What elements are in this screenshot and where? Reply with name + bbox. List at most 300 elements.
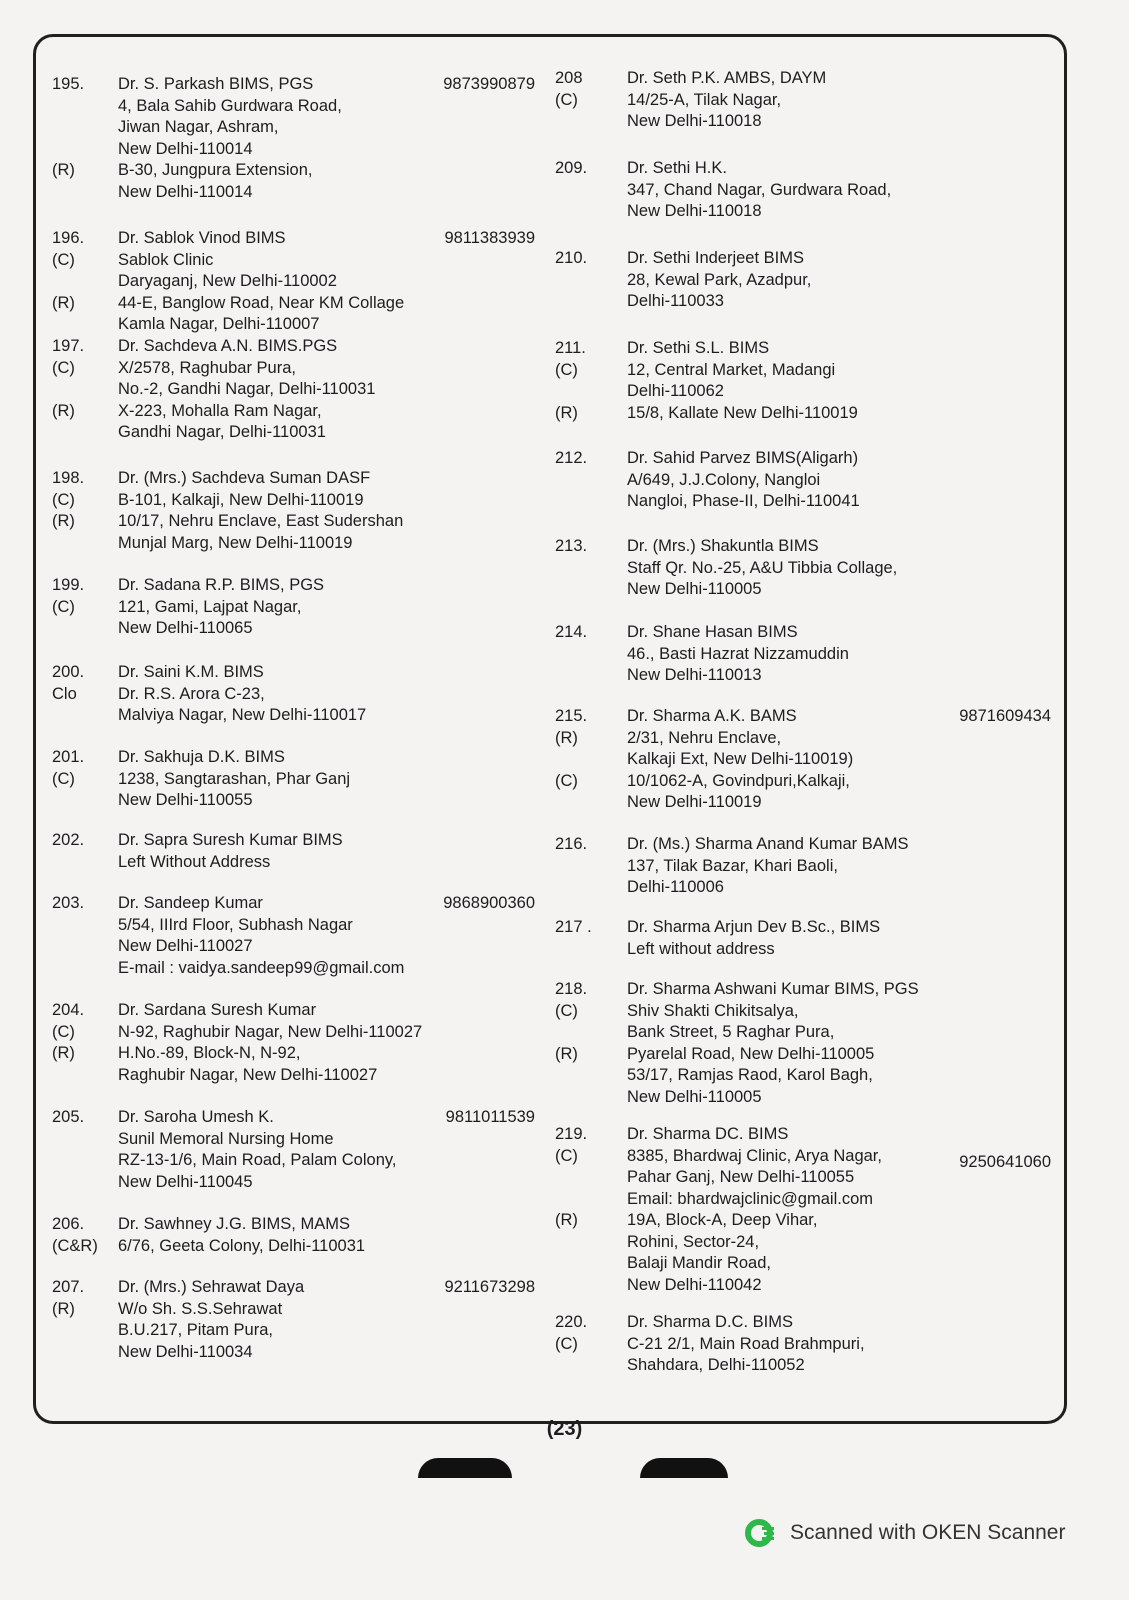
- address-type: [52, 852, 118, 874]
- entry-address-row: [555, 1275, 1075, 1297]
- entry-address-row: [52, 852, 547, 874]
- entry-address-row: [555, 470, 1075, 492]
- entry-address-row: [52, 160, 547, 182]
- entry-number: 198.: [52, 469, 85, 487]
- address-type: [52, 1129, 118, 1151]
- address-type: [52, 139, 118, 161]
- entry-address-row: [52, 1022, 547, 1044]
- directory-entry: [52, 1107, 547, 1193]
- address-type: [555, 1275, 627, 1297]
- directory-entry: [555, 68, 1075, 133]
- address-type: [555, 939, 627, 961]
- address-type: [52, 117, 118, 139]
- address-line: Pyarelal Road, New Delhi-110005: [627, 1044, 875, 1063]
- entry-number: 199.: [52, 576, 85, 594]
- phone-number: 9250641060: [959, 1152, 1051, 1171]
- entry-name-row: [555, 1312, 1075, 1334]
- address-type: [555, 877, 627, 899]
- entry-number: 217 .: [555, 918, 592, 936]
- address-type: (R): [52, 1299, 75, 1318]
- directory-entry: [555, 158, 1075, 223]
- address-line: H.No.-89, Block-N, N-92,: [118, 1044, 301, 1062]
- doctor-name: Dr. Sapra Suresh Kumar BIMS: [118, 831, 343, 849]
- entry-address-row: [52, 1065, 547, 1087]
- address-type: [555, 491, 627, 513]
- address-type: (C): [52, 597, 75, 616]
- entry-name-row: [555, 248, 1075, 270]
- doctor-name: Dr. Sachdeva A.N. BIMS.PGS: [118, 337, 338, 355]
- entry-address-row: [52, 1342, 547, 1364]
- entry-address-row: [555, 728, 1075, 750]
- doctor-name: Dr. (Ms.) Sharma Anand Kumar BAMS: [627, 835, 909, 853]
- directory-entry: [52, 74, 547, 203]
- entry-name-row: [555, 338, 1075, 360]
- entry-number: 202.: [52, 831, 85, 849]
- address-type: (C&R): [52, 1236, 98, 1255]
- address-type: Clo: [52, 684, 77, 703]
- address-type: (R): [555, 403, 578, 422]
- doctor-name: Dr. Sharma A.K. BAMS: [627, 707, 797, 725]
- binding-mark-right: [640, 1458, 728, 1478]
- entry-address-row: [555, 180, 1075, 202]
- directory-entry: [555, 338, 1075, 424]
- directory-entry: [52, 228, 547, 336]
- entry-address-row: [52, 379, 547, 401]
- entry-address-row: [555, 291, 1075, 313]
- entry-address-row: [52, 139, 547, 161]
- entry-address-row: [52, 490, 547, 512]
- address-line: Left without address: [627, 939, 775, 958]
- entry-name-row: [555, 448, 1075, 470]
- entry-address-row: [52, 597, 547, 619]
- entry-address-row: [52, 705, 547, 727]
- entry-number: 200.: [52, 663, 85, 681]
- address-line: B-101, Kalkaji, New Delhi-110019: [118, 490, 364, 509]
- address-line: Kalkaji Ext, New Delhi-110019): [627, 750, 854, 768]
- directory-entry: [555, 622, 1075, 687]
- doctor-name: Dr. Sharma D.C. BIMS: [627, 1313, 793, 1331]
- address-line: Email: bhardwajclinic@gmail.com: [627, 1189, 873, 1208]
- entry-name-row: [555, 1124, 1075, 1146]
- entry-address-row: [52, 511, 547, 533]
- address-type: [52, 1320, 118, 1342]
- address-type: [555, 1253, 627, 1275]
- directory-entry: [555, 834, 1075, 899]
- entry-address-row: [52, 915, 547, 937]
- address-type: [52, 618, 118, 640]
- doctor-name: Dr. Sawhney J.G. BIMS, MAMS: [118, 1215, 350, 1233]
- entry-address-row: [555, 1001, 1075, 1023]
- address-type: (R): [52, 512, 75, 530]
- address-type: [555, 1087, 627, 1109]
- entry-address-row: [555, 360, 1075, 382]
- doctor-name: Dr. Sakhuja D.K. BIMS: [118, 748, 285, 766]
- address-line: New Delhi-110005: [627, 1087, 762, 1106]
- address-line: E-mail : vaidya.sandeep99@gmail.com: [118, 958, 405, 977]
- entry-address-row: [555, 201, 1075, 223]
- address-line: Jiwan Nagar, Ashram,: [118, 118, 279, 136]
- address-type: [52, 379, 118, 401]
- entry-name-row: [555, 917, 1075, 939]
- entry-address-row: [52, 422, 547, 444]
- address-type: [555, 665, 627, 687]
- address-type: [52, 1065, 118, 1087]
- entry-number: 212.: [555, 449, 588, 467]
- address-line: New Delhi-110018: [627, 112, 762, 130]
- entry-name-row: [52, 336, 547, 358]
- address-line: 15/8, Kallate New Delhi-110019: [627, 403, 858, 422]
- scanner-logo-icon: [744, 1516, 778, 1550]
- directory-entry: [52, 1214, 547, 1257]
- entry-address-row: [52, 958, 547, 980]
- address-line: Pahar Ganj, New Delhi-110055: [627, 1168, 855, 1186]
- entry-address-row: [52, 790, 547, 812]
- address-line: C-21 2/1, Main Road Brahmpuri,: [627, 1334, 865, 1353]
- entry-number: 201.: [52, 748, 85, 766]
- entry-address-row: [555, 771, 1075, 793]
- address-line: New Delhi-110005: [627, 580, 762, 598]
- entry-address-row: [555, 749, 1075, 771]
- address-line: 44-E, Banglow Road, Near KM Collage: [118, 293, 405, 312]
- address-type: [52, 271, 118, 293]
- address-line: Delhi-110033: [627, 292, 724, 310]
- entry-address-row: [52, 96, 547, 118]
- address-line: Dr. R.S. Arora C-23,: [118, 684, 265, 703]
- address-line: 6/76, Geeta Colony, Delhi-110031: [118, 1236, 366, 1255]
- entry-address-row: [555, 1065, 1075, 1087]
- address-type: [52, 182, 118, 204]
- address-line: New Delhi-110013: [627, 666, 762, 684]
- address-line: Delhi-110006: [627, 878, 724, 896]
- address-line: Malviya Nagar, New Delhi-110017: [118, 706, 367, 724]
- entry-address-row: [555, 111, 1075, 133]
- address-type: (C): [52, 1022, 75, 1041]
- address-type: [555, 579, 627, 601]
- entry-number: 210.: [555, 249, 588, 267]
- doctor-name: Dr. Sharma Ashwani Kumar BIMS, PGS: [627, 980, 919, 998]
- address-type: [555, 270, 627, 292]
- address-type: [555, 856, 627, 878]
- address-type: (C): [555, 1001, 578, 1020]
- address-line: Shahdara, Delhi-110052: [627, 1356, 805, 1374]
- directory-entry: [52, 747, 547, 812]
- entry-number: 203.: [52, 894, 85, 912]
- address-line: New Delhi-110014: [118, 139, 253, 158]
- address-type: (C): [555, 1334, 578, 1353]
- entry-address-row: [52, 618, 547, 640]
- entry-name-row: [555, 536, 1075, 558]
- entry-address-row: [555, 1189, 1075, 1211]
- address-line: Left Without Address: [118, 852, 271, 871]
- entry-name-row: [555, 979, 1075, 1001]
- phone-number: 9873990879: [443, 75, 535, 93]
- address-type: [52, 314, 118, 336]
- entry-address-row: [52, 1320, 547, 1342]
- address-line: Munjal Marg, New Delhi-110019: [118, 533, 353, 552]
- address-line: Shiv Shakti Chikitsalya,: [627, 1001, 799, 1020]
- address-type: (C): [52, 250, 75, 269]
- entry-address-row: [555, 1044, 1075, 1066]
- entry-number: 206.: [52, 1215, 85, 1233]
- address-line: N-92, Raghubir Nagar, New Delhi-110027: [118, 1022, 423, 1041]
- entry-address-row: [52, 1150, 547, 1172]
- address-line: Rohini, Sector-24,: [627, 1232, 760, 1251]
- entry-address-row: [555, 579, 1075, 601]
- address-type: [52, 936, 118, 958]
- directory-entry: [555, 979, 1075, 1108]
- address-line: 12, Central Market, Madangi: [627, 360, 836, 379]
- address-line: Balaji Mandir Road,: [627, 1254, 771, 1272]
- entry-address-row: [52, 936, 547, 958]
- entry-number: 213.: [555, 537, 588, 555]
- doctor-name: Dr. Sardana Suresh Kumar: [118, 1001, 317, 1019]
- address-type: [555, 381, 627, 403]
- doctor-name: Dr. Sablok Vinod BIMS: [118, 229, 286, 247]
- address-type: [555, 1022, 627, 1044]
- entry-address-row: [555, 665, 1075, 687]
- address-type: (R): [52, 161, 75, 179]
- directory-entry: [555, 1312, 1075, 1377]
- entry-address-row: [555, 558, 1075, 580]
- address-line: 19A, Block-A, Deep Vihar,: [627, 1211, 818, 1229]
- doctor-name: Dr. (Mrs.) Sachdeva Suman DASF: [118, 469, 371, 487]
- address-line: Daryaganj, New Delhi-110002: [118, 272, 337, 290]
- address-line: 10/17, Nehru Enclave, East Sudershan: [118, 512, 404, 530]
- doctor-name: Dr. Saroha Umesh K.: [118, 1108, 274, 1126]
- address-type: [52, 96, 118, 118]
- entry-address-row: [555, 403, 1075, 425]
- phone-number: 9811383939: [444, 229, 535, 247]
- entry-address-row: [52, 293, 547, 315]
- address-line: New Delhi-110042: [627, 1275, 762, 1294]
- entry-name-row: [52, 662, 547, 684]
- address-type: [555, 1189, 627, 1211]
- address-line: 46., Basti Hazrat Nizzamuddin: [627, 644, 849, 663]
- directory-entry: [555, 917, 1075, 960]
- address-line: New Delhi-110045: [118, 1172, 253, 1191]
- doctor-name: Dr. Sharma DC. BIMS: [627, 1125, 789, 1143]
- entry-address-row: [52, 684, 547, 706]
- address-type: [52, 790, 118, 812]
- entry-name-row: [52, 1214, 547, 1236]
- doctor-name: Dr. Sethi Inderjeet BIMS: [627, 249, 804, 267]
- directory-entry: [52, 468, 547, 554]
- entry-number: 218.: [555, 980, 588, 998]
- entry-number: 196.: [52, 229, 85, 247]
- directory-entry: [555, 448, 1075, 513]
- doctor-name: Dr. (Mrs.) Sehrawat Daya: [118, 1278, 305, 1296]
- entry-name-row: [52, 575, 547, 597]
- phone-number: 9868900360: [443, 894, 535, 912]
- doctor-name: Dr. Sadana R.P. BIMS, PGS: [118, 576, 325, 594]
- address-line: 2/31, Nehru Enclave,: [627, 728, 782, 747]
- address-line: W/o Sh. S.S.Sehrawat: [118, 1299, 283, 1318]
- entry-number: 204.: [52, 1001, 85, 1019]
- address-type: (C): [52, 490, 75, 509]
- address-type: (C): [52, 769, 75, 788]
- address-line: 1238, Sangtarashan, Phar Ganj: [118, 769, 351, 788]
- address-line: RZ-13-1/6, Main Road, Palam Colony,: [118, 1151, 397, 1169]
- address-type: (R): [555, 1211, 578, 1229]
- entry-address-row: [555, 1087, 1075, 1109]
- entry-name-row: [555, 68, 1075, 90]
- address-type: [52, 915, 118, 937]
- entry-name-row: [52, 830, 547, 852]
- entry-number: 209.: [555, 159, 588, 177]
- directory-entry: [555, 1124, 1075, 1296]
- address-line: 5/54, IIIrd Floor, Subhash Nagar: [118, 915, 353, 934]
- address-line: New Delhi-110014: [118, 182, 253, 201]
- address-type: (R): [52, 1044, 75, 1062]
- entry-address-row: [555, 856, 1075, 878]
- address-line: 28, Kewal Park, Azadpur,: [627, 270, 812, 289]
- entry-name-row: [52, 468, 547, 490]
- entry-name-row: [555, 834, 1075, 856]
- entry-address-row: [52, 314, 547, 336]
- address-type: [555, 470, 627, 492]
- entry-address-row: [555, 877, 1075, 899]
- entry-number: 197.: [52, 337, 85, 355]
- address-type: (C): [555, 360, 578, 379]
- address-line: No.-2, Gandhi Nagar, Delhi-110031: [118, 380, 376, 398]
- binding-mark-left: [418, 1458, 512, 1478]
- address-type: [52, 533, 118, 555]
- address-line: B-30, Jungpura Extension,: [118, 161, 313, 179]
- address-line: 14/25-A, Tilak Nagar,: [627, 90, 782, 109]
- address-line: 8385, Bhardwaj Clinic, Arya Nagar,: [627, 1146, 882, 1165]
- directory-entry: [555, 706, 1075, 814]
- entry-address-row: [555, 1232, 1075, 1254]
- doctor-name: Dr. Sethi H.K.: [627, 159, 727, 177]
- entry-address-row: [52, 533, 547, 555]
- address-type: (C): [52, 358, 75, 377]
- entry-number: 214.: [555, 623, 588, 641]
- address-type: [555, 111, 627, 133]
- address-type: [52, 958, 118, 980]
- directory-entry: [52, 1277, 547, 1363]
- address-type: [555, 792, 627, 814]
- address-type: [555, 201, 627, 223]
- address-line: New Delhi-110055: [118, 791, 253, 809]
- address-line: New Delhi-110018: [627, 202, 762, 220]
- directory-entry: [555, 536, 1075, 601]
- address-line: Gandhi Nagar, Delhi-110031: [118, 423, 326, 441]
- address-type: [52, 1172, 118, 1194]
- entry-address-row: [555, 939, 1075, 961]
- directory-entry: [555, 248, 1075, 313]
- phone-number: 9811011539: [445, 1108, 535, 1126]
- address-type: [52, 1150, 118, 1172]
- address-line: B.U.217, Pitam Pura,: [118, 1321, 273, 1339]
- entry-address-row: [52, 1043, 547, 1065]
- address-type: [555, 291, 627, 313]
- address-type: [52, 705, 118, 727]
- address-line: 121, Gami, Lajpat Nagar,: [118, 597, 302, 616]
- entry-address-row: [52, 1236, 547, 1258]
- address-type: (R): [555, 1044, 578, 1063]
- entry-address-row: [52, 769, 547, 791]
- entry-number: 207.: [52, 1278, 85, 1296]
- entry-number: 205.: [52, 1108, 85, 1126]
- address-line: X-223, Mohalla Ram Nagar,: [118, 401, 322, 420]
- entry-number: 219.: [555, 1125, 588, 1143]
- entry-number: 215.: [555, 707, 588, 725]
- doctor-name: Dr. Saini K.M. BIMS: [118, 663, 264, 681]
- doctor-name: Dr. Seth P.K. AMBS, DAYM: [627, 69, 827, 87]
- entry-address-row: [555, 381, 1075, 403]
- address-type: [555, 1232, 627, 1254]
- entry-address-row: [52, 271, 547, 293]
- entry-address-row: [52, 358, 547, 380]
- directory-entry: [52, 1000, 547, 1086]
- scanner-text: Scanned with OKEN Scanner: [790, 1521, 1066, 1544]
- entry-address-row: [555, 1210, 1075, 1232]
- entry-address-row: [52, 1172, 547, 1194]
- entry-name-row: [555, 158, 1075, 180]
- address-type: [52, 422, 118, 444]
- doctor-name: Dr. Sahid Parvez BIMS(Aligarh): [627, 449, 859, 467]
- address-type: (C): [555, 90, 578, 109]
- entry-address-row: [555, 1022, 1075, 1044]
- entry-address-row: [555, 90, 1075, 112]
- address-line: 10/1062-A, Govindpuri,Kalkaji,: [627, 771, 850, 790]
- phone-number: 9871609434: [959, 707, 1051, 725]
- directory-entry: [52, 575, 547, 640]
- address-line: Nangloi, Phase-II, Delhi-110041: [627, 492, 860, 510]
- address-type: [555, 644, 627, 666]
- page-number: (23): [546, 1418, 583, 1440]
- directory-entry: [52, 830, 547, 873]
- entry-number: 216.: [555, 835, 588, 853]
- entry-address-row: [555, 1355, 1075, 1377]
- address-line: 53/17, Ramjas Raod, Karol Bagh,: [627, 1066, 873, 1084]
- address-type: (R): [52, 401, 75, 420]
- directory-entry: [52, 662, 547, 727]
- entry-name-row: [555, 622, 1075, 644]
- address-line: New Delhi-110034: [118, 1342, 253, 1361]
- directory-entry: [52, 336, 547, 444]
- address-line: New Delhi-110027: [118, 937, 253, 955]
- address-type: [555, 180, 627, 202]
- entry-address-row: [52, 401, 547, 423]
- address-line: A/649, J.J.Colony, Nangloi: [627, 470, 821, 489]
- entry-address-row: [555, 1334, 1075, 1356]
- scanner-watermark: [744, 1516, 1065, 1550]
- address-type: (R): [555, 728, 578, 747]
- address-type: [555, 1065, 627, 1087]
- address-type: (C): [555, 771, 578, 790]
- phone-number: 9211673298: [444, 1278, 535, 1296]
- entry-address-row: [52, 250, 547, 272]
- entry-address-row: [52, 182, 547, 204]
- address-type: [52, 1342, 118, 1364]
- entry-address-row: [555, 644, 1075, 666]
- address-type: [555, 749, 627, 771]
- entry-address-row: [555, 270, 1075, 292]
- doctor-name: Dr. Sandeep Kumar: [118, 894, 263, 912]
- entry-number: 208: [555, 69, 583, 87]
- address-line: X/2578, Raghubar Pura,: [118, 358, 296, 377]
- address-line: 4, Bala Sahib Gurdwara Road,: [118, 96, 342, 115]
- doctor-name: Dr. (Mrs.) Shakuntla BIMS: [627, 537, 819, 555]
- entry-address-row: [555, 1253, 1075, 1275]
- address-line: Bank Street, 5 Raghar Pura,: [627, 1023, 835, 1041]
- address-type: (C): [555, 1146, 578, 1165]
- address-type: (R): [52, 293, 75, 312]
- entry-address-row: [52, 1129, 547, 1151]
- address-line: New Delhi-110019: [627, 793, 762, 811]
- address-line: Staff Qr. No.-25, A&U Tibbia Collage,: [627, 558, 898, 577]
